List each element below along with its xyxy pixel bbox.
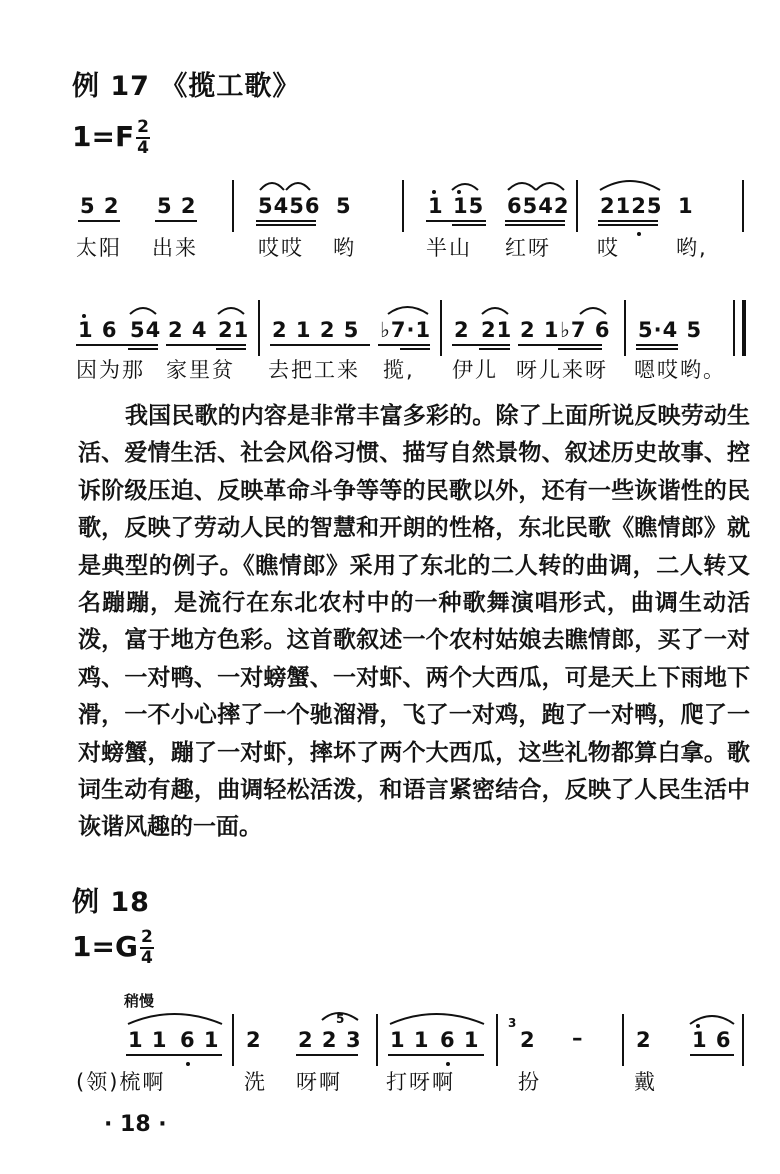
lyric: 出来	[152, 236, 198, 260]
grace-note: 3	[508, 1016, 517, 1030]
notes: 1 1	[128, 1028, 168, 1052]
notes: 1 6	[78, 318, 118, 342]
bar-line	[402, 180, 404, 232]
beam	[479, 348, 510, 350]
beam	[126, 1054, 222, 1056]
notes: 2	[636, 1028, 652, 1052]
beam	[155, 220, 197, 222]
beam	[598, 224, 658, 226]
octave-dot	[186, 1062, 190, 1066]
notes: 6 1	[180, 1028, 220, 1052]
bar-line	[742, 1014, 744, 1066]
lyric: 半山	[426, 236, 472, 260]
body-paragraph: 我国民歌的内容是非常丰富多彩的。除了上面所说反映劳动生活、爱情生活、社会风俗习惯、描写自然景物、叙述历史故事、控诉阶级压迫、反映革命斗争等等的民歌以外，还有一些诙谐性的民歌，反映了劳动人民的智慧和开朗的性格，东北民歌《瞧情郎》就是典型的例子。《瞧情郎》采用了东北的二人转的曲调，二人转又名蹦蹦，是流行在东北农村中的一种歌舞演唱形式，曲调生动活泼，富于地方色彩。这首歌叙述一个农村姑娘去瞧情郎，买了一对鸡、一对鸭、一对螃蟹、一对虾、两个大西瓜，可是天上下雨地下滑，一不小心摔了一个驰溜滑，飞了一对鸡，跑了一对鸭，爬了一对螃蟹，蹦了一对虾，摔坏了两个大西瓜，这些礼物都算白拿。歌词生动有趣，曲调轻松活泼，和语言紧密结合，反映了人民生活中诙谐风趣的一面。	[78, 403, 750, 841]
lyric: 揽,	[383, 358, 415, 382]
slur	[536, 183, 564, 190]
notes: 1	[428, 194, 444, 218]
beam	[505, 224, 565, 226]
beam	[558, 348, 602, 350]
slur	[128, 1014, 222, 1024]
lyric: 打呀啊	[386, 1070, 455, 1094]
beam	[296, 1054, 358, 1056]
beam	[426, 220, 486, 222]
slur	[600, 181, 660, 190]
bar-line	[232, 1014, 234, 1066]
octave-dot	[457, 190, 461, 194]
notes: 1	[678, 194, 694, 218]
beam	[166, 344, 246, 346]
lyric: 呀啊	[296, 1070, 342, 1094]
lyric: 嗯哎哟。	[634, 358, 726, 382]
notes: 2 1 2 5	[272, 318, 360, 342]
beam	[452, 224, 486, 226]
beam	[256, 224, 316, 226]
slur	[452, 184, 478, 190]
beam	[518, 344, 602, 346]
notes: 5 2	[157, 194, 197, 218]
beam	[76, 344, 158, 346]
slur	[286, 183, 310, 190]
grace-note: 5	[336, 1012, 345, 1026]
notes: 2 2	[298, 1028, 338, 1052]
octave-dot	[696, 1024, 700, 1028]
lyric: 去把工来	[268, 358, 360, 382]
beam	[270, 344, 370, 346]
notes: 2	[246, 1028, 262, 1052]
lyric: 呀儿来呀	[516, 358, 608, 382]
slur	[580, 308, 606, 314]
beam	[505, 220, 565, 222]
lyric: (领)梳啊	[76, 1070, 166, 1094]
lyric: 哎	[597, 236, 620, 260]
slur	[482, 308, 508, 314]
bar-line	[440, 300, 442, 356]
notes: 2	[454, 318, 470, 342]
notes: 2	[520, 1028, 536, 1052]
notes: 1 6	[692, 1028, 732, 1052]
notes: 5 2	[80, 194, 120, 218]
beam	[636, 344, 678, 346]
slur	[260, 183, 284, 190]
lyric: 洗	[244, 1070, 267, 1094]
octave-dot	[82, 314, 86, 318]
key-label: 1=G	[72, 930, 138, 963]
notes: 1 1	[390, 1028, 430, 1052]
notes: 2125	[600, 194, 663, 218]
beam	[78, 220, 120, 222]
notes: 6542	[507, 194, 570, 218]
time-signature: $\frac{2}{4}$	[140, 927, 153, 968]
beam	[598, 220, 658, 222]
bar-line	[742, 180, 744, 232]
bar-line	[232, 180, 234, 232]
notes: 21	[218, 318, 250, 342]
final-bar-thick	[742, 300, 746, 356]
tempo-marking: 稍慢	[124, 992, 155, 1010]
notes: 3	[346, 1028, 362, 1052]
beam	[256, 220, 316, 222]
notes: 5456	[258, 194, 321, 218]
bar-line	[496, 1014, 498, 1066]
beam	[128, 348, 158, 350]
slur	[130, 308, 156, 314]
key-signature-17	[72, 118, 150, 158]
notes: 5·4 5	[638, 318, 703, 342]
beam	[400, 348, 430, 350]
slur	[508, 183, 536, 190]
beam	[216, 348, 246, 350]
lyric: 伊儿	[452, 358, 498, 382]
page-number: · 18 ·	[104, 1112, 167, 1137]
key-signature-18	[72, 928, 154, 968]
lyric: 因为那	[76, 358, 145, 382]
key-label: 1=F	[72, 120, 135, 153]
beam	[378, 344, 430, 346]
slur	[388, 307, 428, 314]
example-18-title: 例 18	[72, 887, 150, 918]
notes: 2 1	[520, 318, 560, 342]
notes: ♭7·1	[380, 318, 432, 342]
octave-dot	[432, 190, 436, 194]
lyric: 哟,	[676, 236, 708, 260]
beam	[388, 1054, 484, 1056]
lyric: 太阳	[76, 236, 122, 260]
slur	[390, 1014, 484, 1024]
bar-line	[622, 1014, 624, 1066]
lyric: 家里贫	[166, 358, 235, 382]
final-bar-thin	[733, 300, 735, 356]
lyric: 红呀	[505, 236, 551, 260]
notes: 15	[453, 194, 485, 218]
bar-line	[376, 1014, 378, 1066]
lyric: 扮	[518, 1070, 541, 1094]
notes: 21	[481, 318, 513, 342]
beam	[690, 1054, 734, 1056]
notes: 5	[336, 194, 352, 218]
lyric: 戴	[634, 1070, 657, 1094]
bar-line	[624, 300, 626, 356]
dash: –	[572, 1026, 584, 1050]
slur	[690, 1016, 734, 1024]
beam	[452, 344, 510, 346]
octave-dot	[637, 232, 641, 236]
beam	[636, 348, 678, 350]
notes: 6 1	[440, 1028, 480, 1052]
example-17-title: 例 17 《揽工歌》	[72, 71, 301, 102]
notes: 2 4	[168, 318, 208, 342]
slur	[218, 308, 244, 314]
time-signature: $\frac{2}{4}$	[137, 117, 149, 158]
notes: 54	[130, 318, 162, 342]
lyric: 哟	[333, 236, 356, 260]
bar-line	[576, 180, 578, 232]
bar-line	[258, 300, 260, 356]
notes: ♭7 6	[560, 318, 611, 342]
lyric: 哎哎	[258, 236, 304, 260]
